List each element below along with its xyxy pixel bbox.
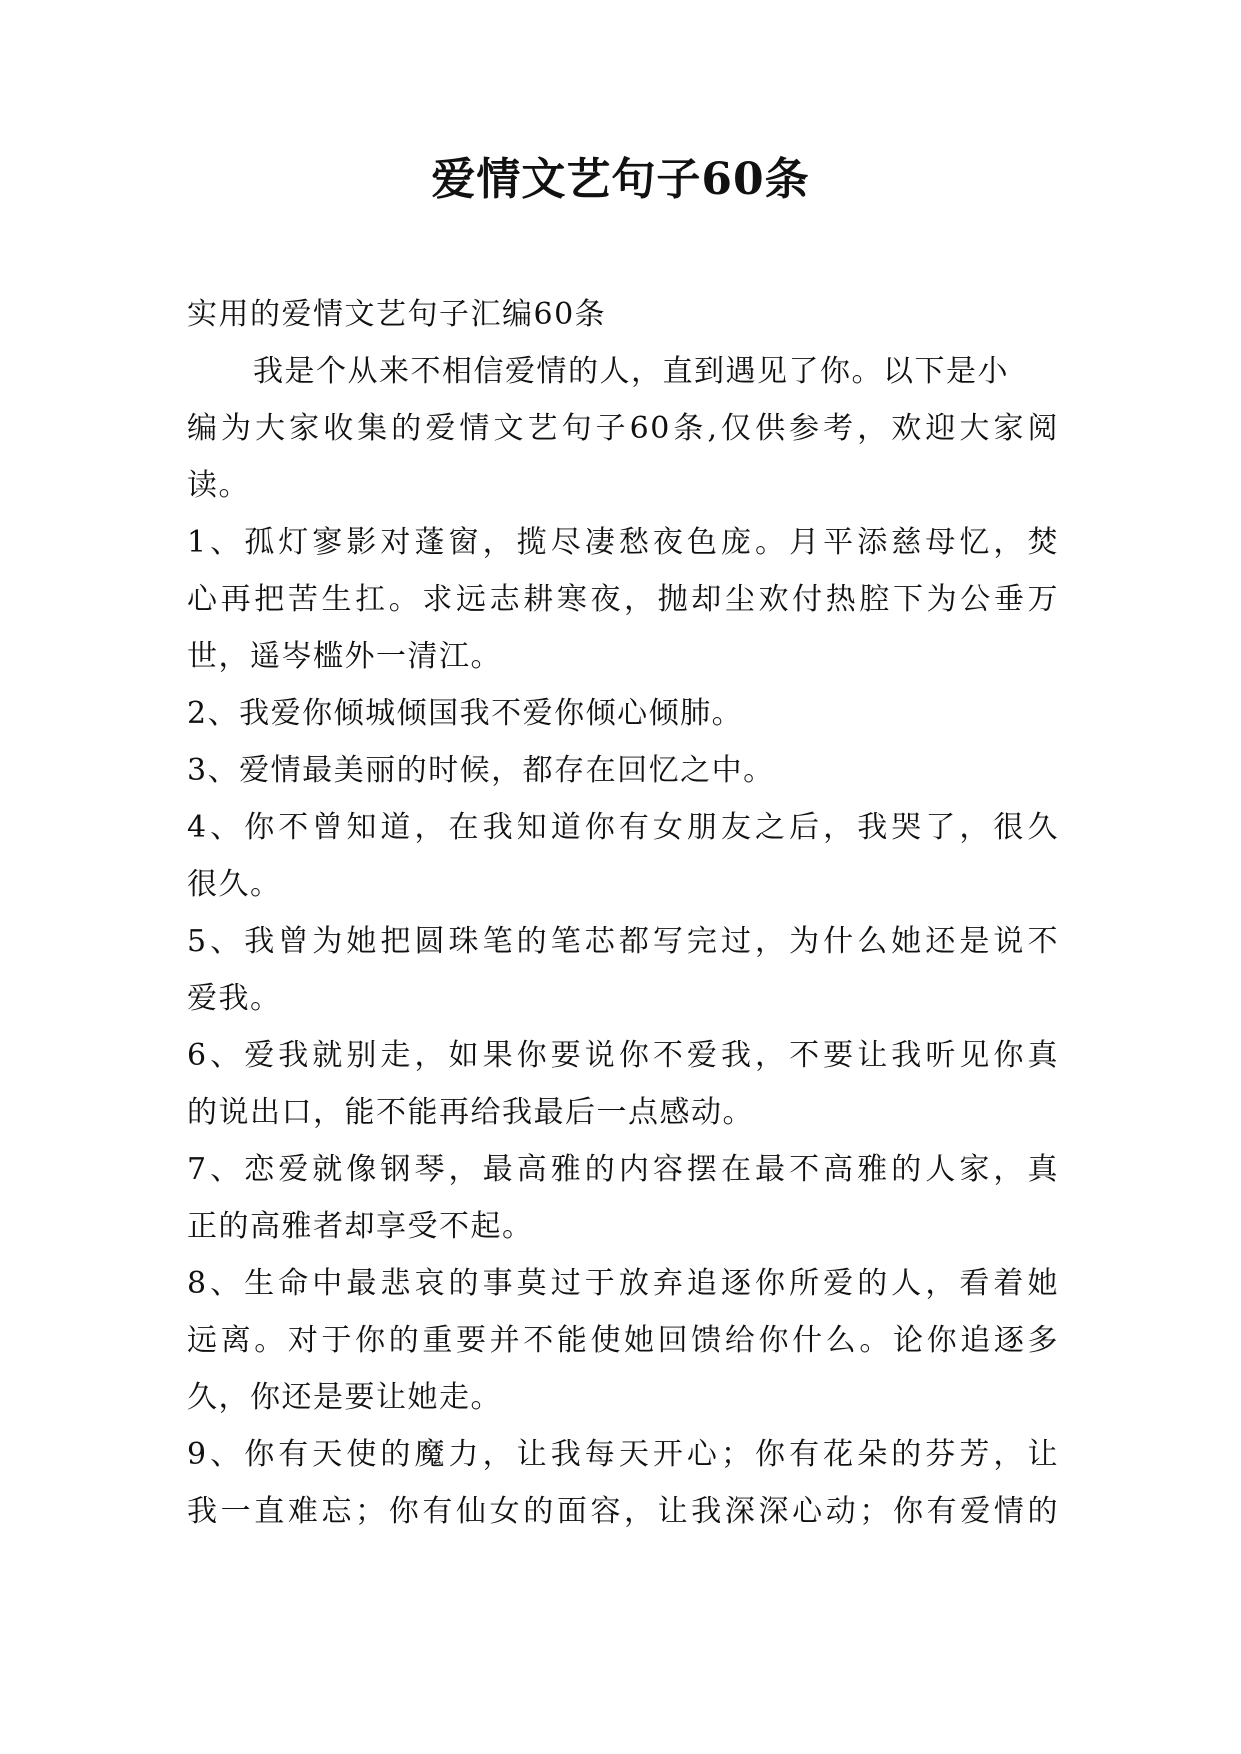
- text-line: 心再把苦生扛。求远志耕寒夜，抛却尘欢付热腔下为公垂万: [187, 582, 1059, 617]
- text-line: 2、我爱你倾城倾国我不爱你倾心倾肺。: [187, 696, 744, 731]
- text-line: 6、爱我就别走，如果你要说你不爱我，不要让我听见你真: [187, 1038, 1059, 1073]
- text-line: 编为大家收集的爱情文艺句子60条,仅供参考，欢迎大家阅: [187, 411, 1059, 446]
- text-line: 读。: [187, 468, 250, 503]
- text-line: 爱我。: [187, 981, 282, 1016]
- text-line: 很久。: [187, 867, 282, 902]
- text-line: 8、生命中最悲哀的事莫过于放弃追逐你所爱的人，看着她: [187, 1266, 1059, 1301]
- text-line: 我是个从来不相信爱情的人，直到遇见了你。以下是小: [253, 354, 1009, 389]
- text-line: 1、孤灯寥影对蓬窗，揽尽凄愁夜色庞。月平添慈母忆，焚: [187, 525, 1059, 560]
- text-line: 7、恋爱就像钢琴，最高雅的内容摆在最不高雅的人家，真: [187, 1152, 1059, 1187]
- text-line: 远离。对于你的重要并不能使她回馈给你什么。论你追逐多: [187, 1323, 1059, 1358]
- text-line: 3、爱情最美丽的时候，都存在回忆之中。: [187, 753, 775, 788]
- text-line: 5、我曾为她把圆珠笔的笔芯都写完过，为什么她还是说不: [187, 924, 1059, 959]
- text-line: 的说出口，能不能再给我最后一点感动。: [187, 1095, 754, 1130]
- text-line: 实用的爱情文艺句子汇编60条: [187, 297, 607, 332]
- document-body: [187, 286, 1059, 1540]
- text-line: 正的高雅者却享受不起。: [187, 1209, 534, 1244]
- text-line: 世，遥岑槛外一清江。: [187, 639, 502, 674]
- document-title: 爱情文艺句子60条: [431, 154, 810, 205]
- text-line: 9、你有天使的魔力，让我每天开心；你有花朵的芬芳，让: [187, 1437, 1059, 1472]
- text-line: 久，你还是要让她走。: [187, 1380, 502, 1415]
- text-line: 我一直难忘；你有仙女的面容，让我深深心动；你有爱情的: [187, 1494, 1059, 1529]
- text-line: 4、你不曾知道，在我知道你有女朋友之后，我哭了，很久: [187, 810, 1059, 845]
